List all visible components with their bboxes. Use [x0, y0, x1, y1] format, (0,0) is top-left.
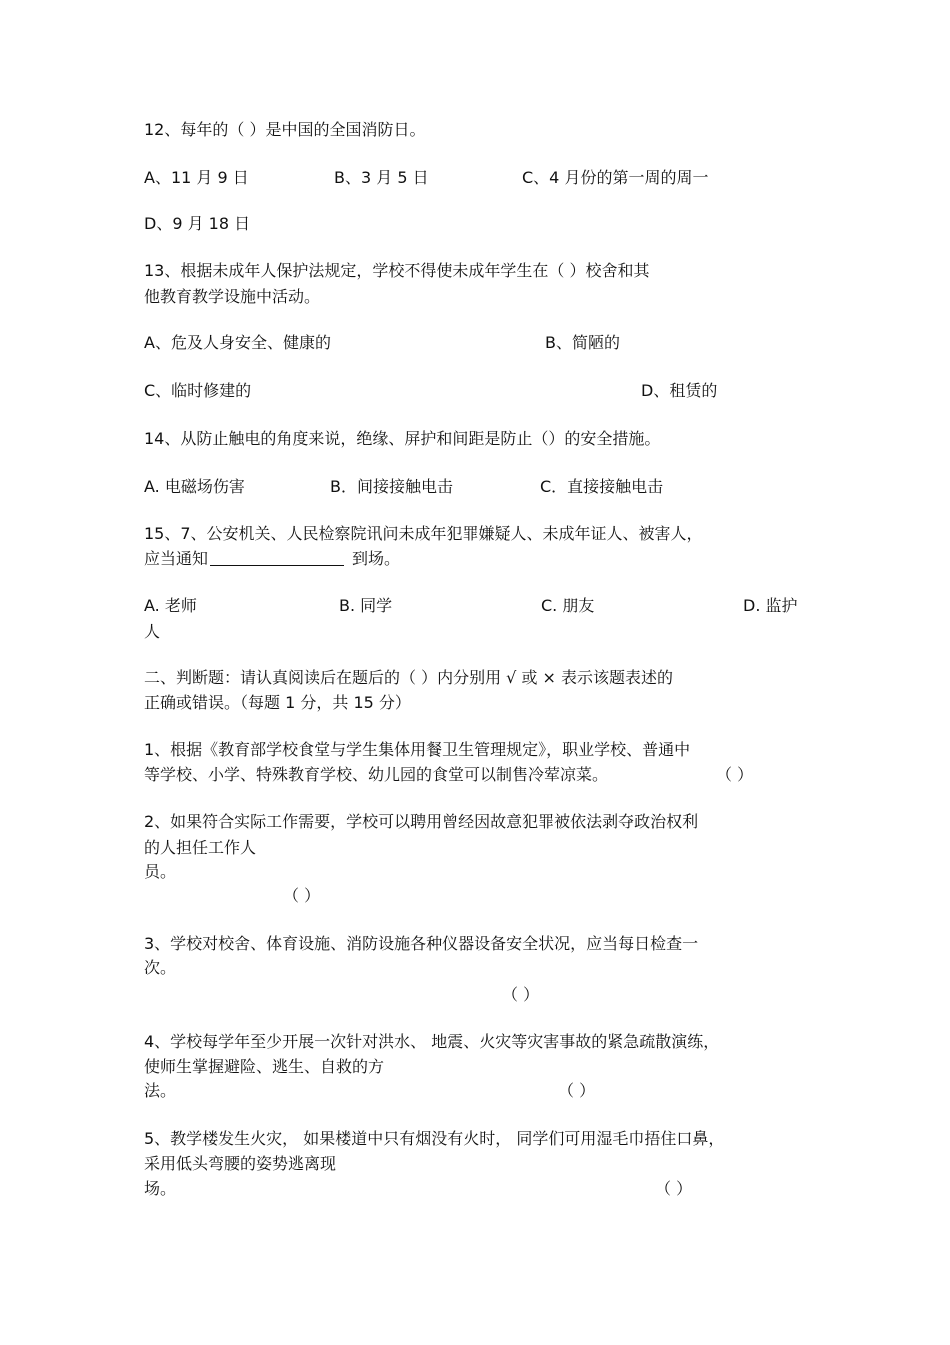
q15-stem-line1: 15、7、公安机关、人民检察院讯问未成年犯罪嫌疑人、未成年证人、被害人，: [144, 524, 703, 543]
j4-line2: 使师生掌握避险、逃生、自救的方: [144, 1057, 385, 1076]
j1-line2: 等学校、小学、特殊教育学校、幼儿园的食堂可以制售冷荤凉菜。: [144, 765, 609, 784]
q15-option-c: C. 朋友: [541, 596, 595, 615]
j4-line3: 法。: [144, 1081, 177, 1100]
q15-option-a: A. 老师: [144, 596, 197, 615]
j5-line1: 5、教学楼发生火灾， 如果楼道中只有烟没有火时， 同学们可用湿毛巾捂住口鼻，: [144, 1129, 725, 1148]
q15-option-d-wrap: 人: [144, 622, 161, 641]
q14-stem: 14、从防止触电的角度来说，绝缘、屏护和间距是防止（）的安全措施。: [144, 429, 661, 448]
j3-line2: 次。: [144, 958, 177, 977]
j3-line1: 3、学校对校舍、体育设施、消防设施各种仪器设备安全状况，应当每日检查一: [144, 934, 699, 953]
q12-option-c: C、4 月份的第一周的周一: [522, 168, 709, 187]
q15-stem-after-blank: 到场。: [352, 549, 401, 568]
q13-option-d: D、租赁的: [641, 381, 718, 400]
section2-heading-line2: 正确或错误。（每题 1 分，共 15 分）: [144, 693, 411, 712]
j1-line1: 1、根据《教育部学校食堂与学生集体用餐卫生管理规定》，职业学校、普通中: [144, 740, 691, 759]
j2-answer-paren: （ ）: [283, 886, 321, 905]
j2-line2: 的人担任工作人: [144, 838, 257, 857]
q14-option-b: B．间接接触电击: [330, 477, 453, 496]
q12-option-d: D、9 月 18 日: [144, 214, 251, 233]
q15-option-b: B. 同学: [339, 596, 393, 615]
q14-option-c: C．直接接触电击: [540, 477, 664, 496]
j5-line2: 采用低头弯腰的姿势逃离现: [144, 1154, 337, 1173]
q14-option-a: A. 电磁场伤害: [144, 477, 245, 496]
j2-line3: 员。: [144, 862, 177, 881]
q12-option-a: A、11 月 9 日: [144, 168, 249, 187]
j4-answer-paren: （ ）: [558, 1081, 596, 1100]
q13-stem-line2: 他教育教学设施中活动。: [144, 287, 321, 306]
q15-stem-before-blank: 应当通知: [144, 549, 209, 568]
section2-heading-line1: 二、判断题：请认真阅读后在题后的（ ）内分别用 √ 或 × 表示该题表述的: [144, 668, 674, 687]
j4-line1: 4、学校每学年至少开展一次针对洪水、 地震、火灾等灾害事故的紧急疏散演练，: [144, 1032, 720, 1051]
q13-option-c: C、临时修建的: [144, 381, 252, 400]
fill-in-blank-line: [210, 565, 344, 566]
q13-stem-line1: 13、根据未成年人保护法规定，学校不得使未成年学生在（ ）校舍和其: [144, 261, 650, 280]
q13-option-a: A、危及人身安全、健康的: [144, 333, 331, 352]
q12-option-b: B、3 月 5 日: [334, 168, 429, 187]
j1-answer-paren: （ ）: [716, 765, 754, 784]
j2-line1: 2、如果符合实际工作需要，学校可以聘用曾经因故意犯罪被依法剥夺政治权利: [144, 812, 699, 831]
q13-option-b: B、简陋的: [545, 333, 620, 352]
q15-option-d: D. 监护: [743, 596, 798, 615]
j5-answer-paren: （ ）: [655, 1179, 693, 1198]
q12-stem: 12、每年的（ ）是中国的全国消防日。: [144, 120, 426, 139]
j3-answer-paren: （ ）: [502, 985, 540, 1004]
j5-line3: 场。: [144, 1179, 177, 1198]
q15-stem-line2: [144, 549, 400, 569]
